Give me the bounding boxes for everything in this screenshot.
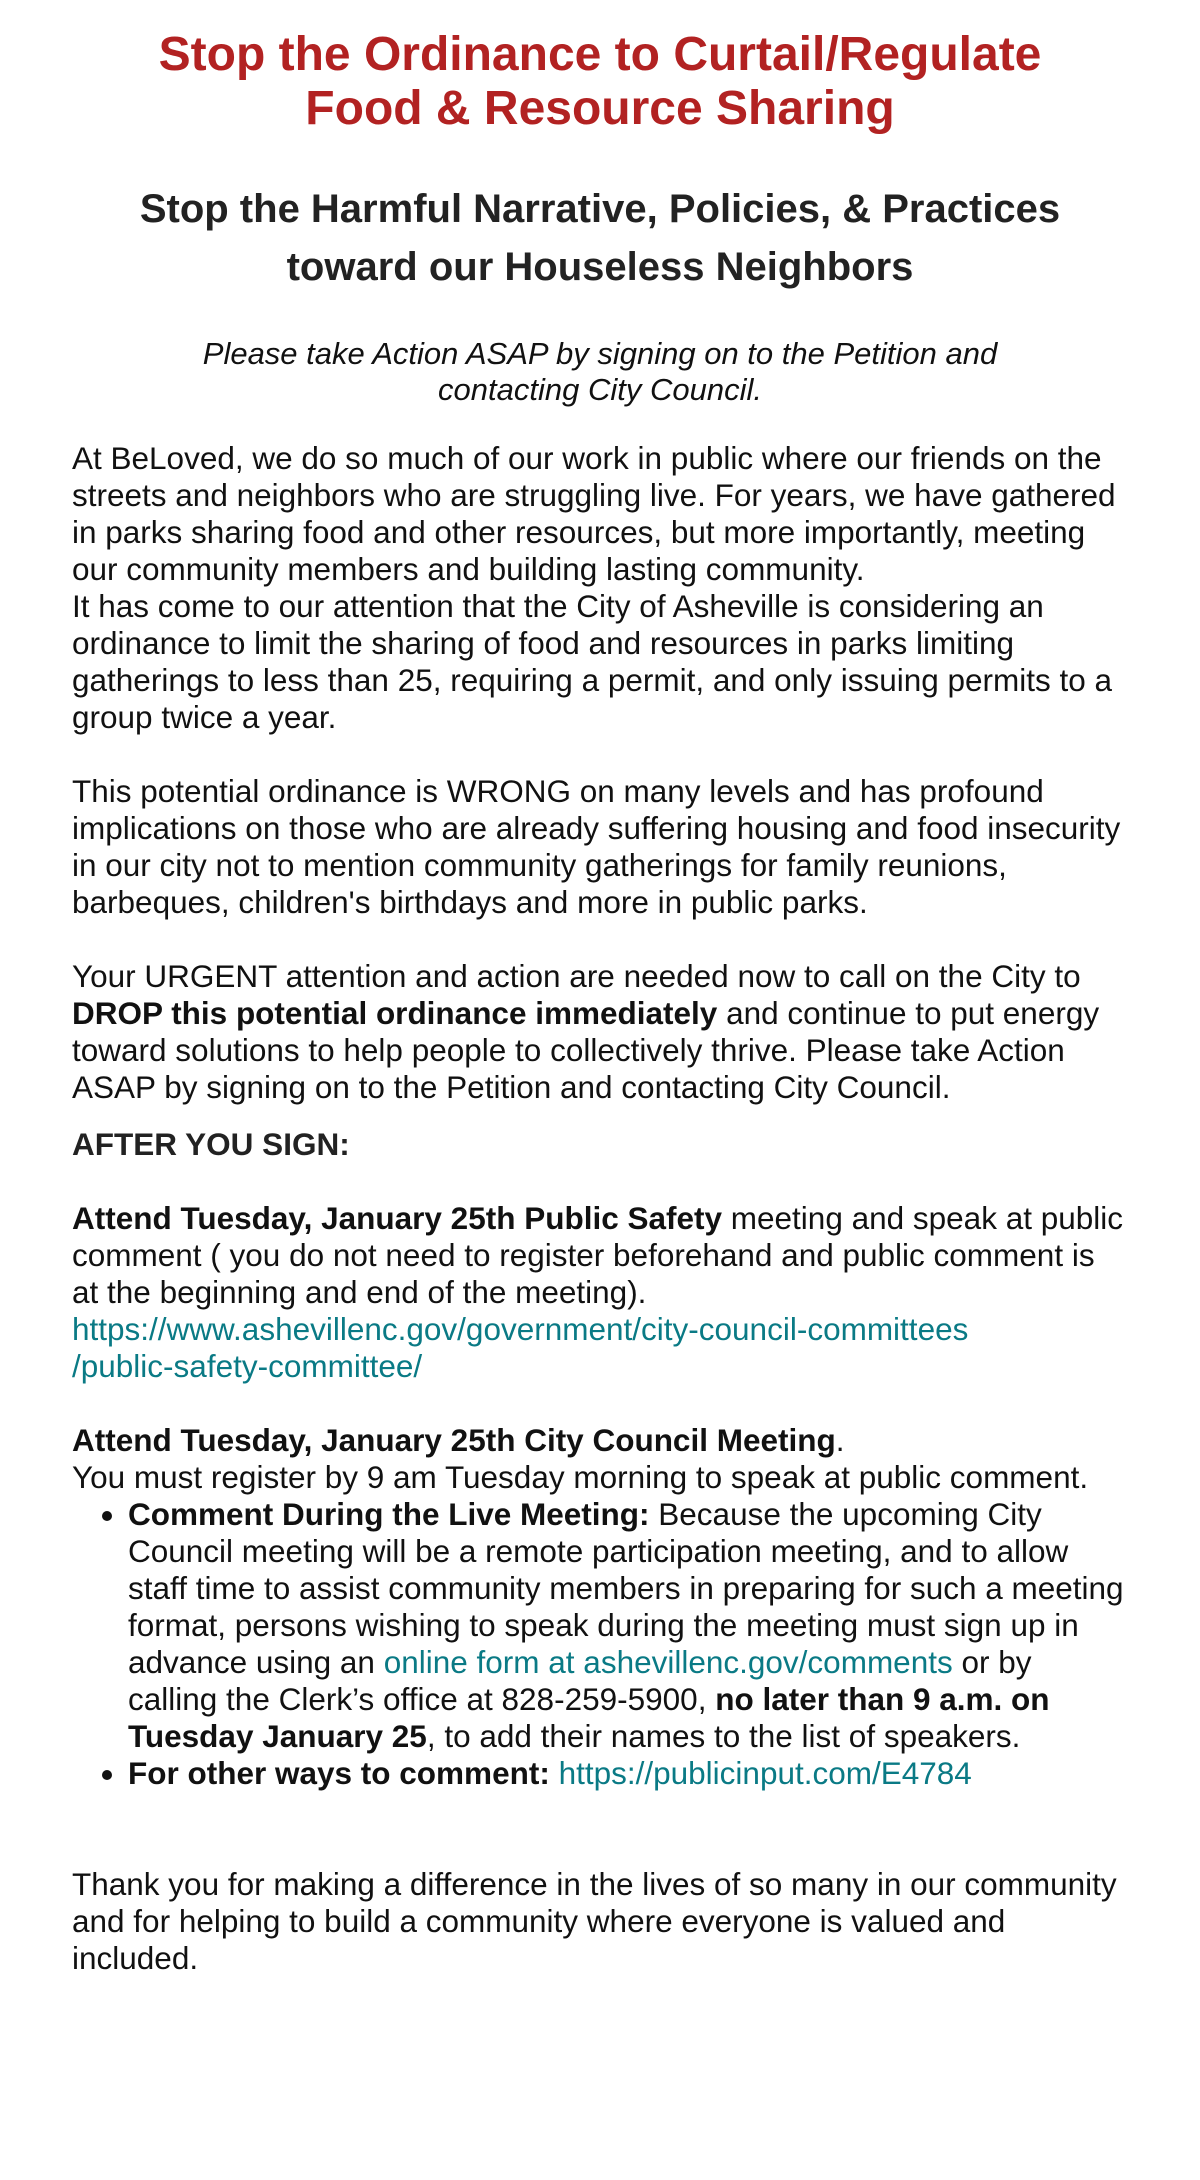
live-meeting-text: Because the upcoming City Council meeting will be a remote participation meeting, and to allow staff time to assist community members in preparing for such a meeting format, persons wishing to speak during the meeting must sign up in advance using an — [128, 1496, 1124, 1680]
page-subtitle — [72, 180, 1128, 296]
speakers-list-text: , to add their names to the list of speakers. — [426, 1718, 1021, 1754]
city-council-text: You must register by 9 am Tuesday morning to speak at public comment. — [72, 1459, 1089, 1495]
after-you-sign-heading: AFTER YOU SIGN: — [72, 1126, 350, 1162]
urgent-post: and continue to put energy toward solutions to help people to collectively thrive. Please take Action ASAP by signing on to the Petition and contacting City Council. — [72, 995, 1100, 1105]
publicinput-link[interactable]: https://publicinput.com/E4784 — [558, 1755, 972, 1791]
urgent-paragraph — [72, 958, 1128, 1106]
subtitle-line-1: Stop the Harmful Narrative, Policies, & Practices — [139, 187, 1061, 231]
thank-you-paragraph: Thank you for making a difference in the lives of so many in our community and for helping to build a community where everyone is valued and included. — [72, 1866, 1117, 1976]
public-safety-paragraph — [72, 1200, 1128, 1385]
list-item-live-meeting — [128, 1496, 1128, 1755]
title-line-1: Stop the Ordinance to Curtail/Regulate — [158, 28, 1042, 81]
list-item-other-ways — [128, 1755, 1128, 1792]
urgent-pre: Your URGENT attention and action are needed now to call on the City to — [72, 958, 1081, 994]
urgent-bold: DROP this potential ordinance immediately — [72, 995, 718, 1031]
cta-line-2: contacting City Council. — [438, 372, 762, 407]
wrong-paragraph: This potential ordinance is WRONG on many levels and has profound implications on those who are already suffering housing and food insecurity in our city not to mention community gatherings for family reunions, barbeques, children's birthdays and more in public parks. — [72, 773, 1121, 920]
clerk-phone-text: or by calling the Clerk’s office at 828-259-5900, — [128, 1644, 1032, 1717]
other-ways-label: For other ways to comment: — [128, 1755, 550, 1791]
live-meeting-label: Comment During the Live Meeting: — [128, 1496, 650, 1532]
city-council-bold: Attend Tuesday, January 25th City Council Meeting — [72, 1422, 836, 1458]
call-to-action — [72, 336, 1128, 408]
city-council-paragraph — [72, 1422, 1128, 1496]
page-title — [72, 28, 1128, 136]
public-safety-bold: Attend Tuesday, January 25th Public Safety — [72, 1200, 723, 1236]
subtitle-line-2: toward our Houseless Neighbors — [286, 245, 914, 289]
public-safety-text: meeting and speak at public comment ( you do not need to register beforehand and public comment is at the beginning and end of the meeting). — [72, 1200, 1124, 1310]
deadline-bold: no later than 9 a.m. on Tuesday January 25 — [128, 1681, 1050, 1754]
intro-paragraph-1: At BeLoved, we do so much of our work in public where our friends on the streets and neighbors who are struggling live. For years, we have gathered in parks sharing food and other resources, but more importantly, meeting our community members and building lasting community. — [72, 440, 1116, 587]
intro-paragraph-2: It has come to our attention that the City of Asheville is considering an ordinance to limit the sharing of food and resources in parks limiting gatherings to less than 25, requiring a permit, and only issuing permits to a group twice a year. — [72, 588, 1113, 735]
online-form-link[interactable]: online form at ashevillenc.gov/comments — [383, 1644, 953, 1680]
public-safety-committee-link[interactable]: https://www.ashevillenc.gov/government/city-council-committees /public-safety-committee/ — [72, 1311, 969, 1384]
cta-line-1: Please take Action ASAP by signing on to the Petition and — [202, 336, 998, 371]
title-line-2: Food & Resource Sharing — [305, 82, 895, 135]
city-council-period: . — [835, 1422, 845, 1458]
comment-options-list — [72, 1496, 1128, 1792]
